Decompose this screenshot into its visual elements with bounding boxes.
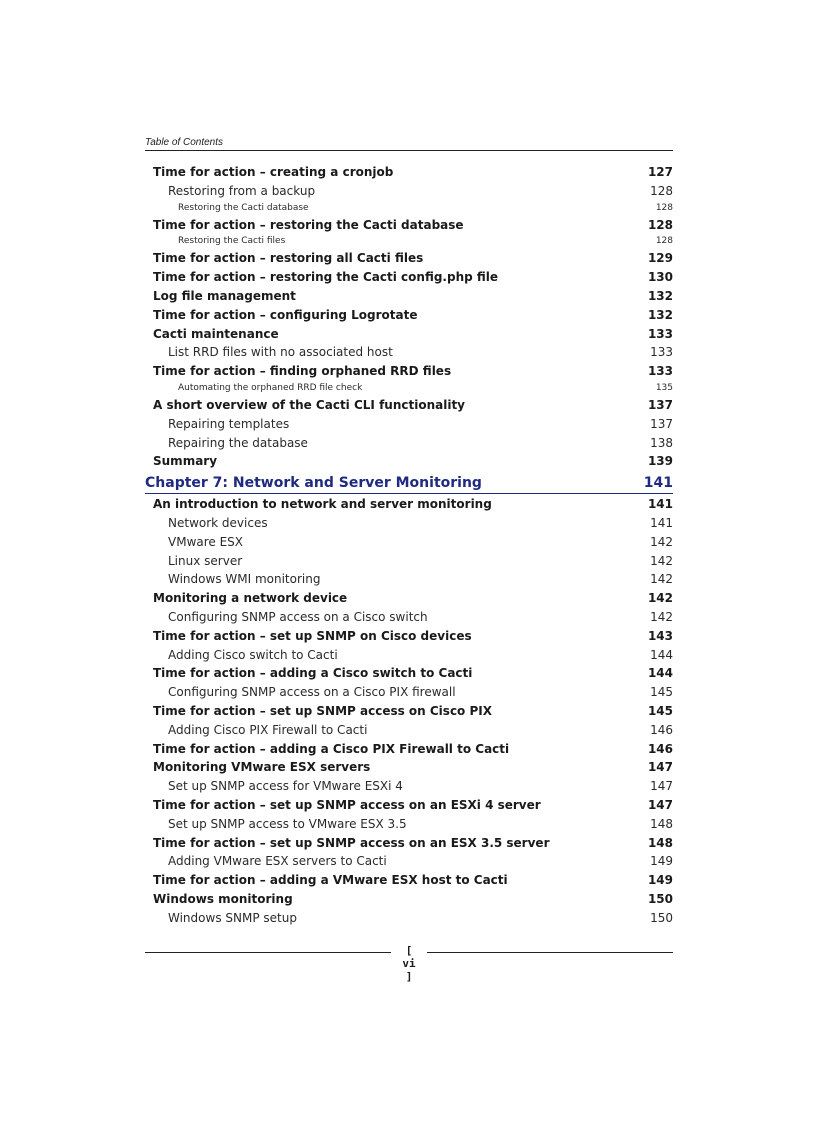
toc-entry[interactable]	[145, 552, 673, 571]
toc-entry-title: List RRD files with no associated host	[168, 345, 393, 360]
page-footer	[145, 944, 673, 983]
toc-entry-page: 129	[647, 251, 673, 266]
toc-entry[interactable]	[145, 608, 673, 627]
toc-entry-page: 143	[647, 628, 673, 643]
toc-entry[interactable]	[145, 740, 673, 759]
toc-entry-title: Time for action – restoring all Cacti files	[153, 251, 424, 266]
toc-entry[interactable]	[145, 249, 673, 268]
toc-entry-page: 146	[650, 722, 673, 737]
running-header: Table of Contents	[145, 137, 224, 148]
toc-entry-page: 128	[650, 183, 673, 198]
toc-entry-page: 145	[647, 703, 673, 718]
toc-entry-page: 141	[647, 497, 673, 512]
toc-entry-title: Set up SNMP access to VMware ESX 3.5	[168, 816, 407, 831]
toc-entry-page: 133	[647, 326, 673, 341]
toc-entry[interactable]	[145, 570, 673, 589]
toc-entry[interactable]	[145, 890, 673, 909]
toc-entry[interactable]	[145, 306, 673, 325]
toc-entry[interactable]	[145, 163, 673, 182]
toc-entry-title: Repairing the database	[168, 435, 308, 450]
toc-entry[interactable]	[145, 415, 673, 434]
toc-entry[interactable]	[145, 589, 673, 608]
toc-entry-page: 138	[650, 435, 673, 450]
toc-entry-title: Time for action – configuring Logrotate	[153, 307, 418, 322]
toc-entry[interactable]	[145, 362, 673, 381]
toc-entry-page: 133	[650, 345, 673, 360]
toc-entry-page: 146	[647, 741, 673, 756]
footer-rule-right	[427, 952, 673, 953]
toc-entry-page: 133	[647, 364, 673, 379]
toc-entry-page: 144	[647, 666, 673, 681]
toc-entry-title: Time for action – finding orphaned RRD files	[153, 364, 452, 379]
toc-entry-page: 132	[647, 288, 673, 303]
toc-entry-title: Windows monitoring	[153, 891, 293, 906]
toc-entry[interactable]	[145, 287, 673, 306]
toc-entry[interactable]	[145, 434, 673, 453]
toc-entry-page: 147	[647, 797, 673, 812]
toc-entry-title: Restoring the Cacti database	[178, 202, 309, 213]
toc-entry-title: Set up SNMP access for VMware ESXi 4	[168, 779, 403, 794]
toc-chapter-heading[interactable]	[145, 473, 673, 494]
toc-entry-title: Time for action – restoring the Cacti config.php file	[153, 270, 499, 285]
toc-entry[interactable]	[145, 664, 673, 683]
toc-entry-page: 128	[655, 202, 673, 213]
toc-entry[interactable]	[145, 325, 673, 344]
toc-entry[interactable]	[145, 216, 673, 235]
toc-entry-title: Time for action – set up SNMP access on an ESXi 4 server	[153, 797, 541, 812]
toc-entry-page: 150	[650, 910, 673, 925]
toc-entry-page: 145	[650, 685, 673, 700]
toc-entry-page: 148	[647, 835, 673, 850]
toc-entry[interactable]	[145, 343, 673, 362]
toc-entry[interactable]	[145, 702, 673, 721]
toc-entry-page: 128	[655, 236, 673, 247]
header-rule	[145, 150, 673, 151]
toc-entry[interactable]	[145, 909, 673, 928]
toc-entry-page: 142	[650, 553, 673, 568]
toc-entry-title: An introduction to network and server monitoring	[153, 497, 492, 512]
toc-entry-title: Time for action – adding a VMware ESX host to Cacti	[153, 873, 508, 888]
toc-entry[interactable]	[145, 796, 673, 815]
toc-entry[interactable]	[145, 871, 673, 890]
toc-entry-page: 147	[647, 760, 673, 775]
toc-entry-title: Time for action – adding a Cisco PIX Firewall to Cacti	[153, 741, 510, 756]
toc-entry-title: Time for action – adding a Cisco switch to Cacti	[153, 666, 473, 681]
toc-entry[interactable]	[145, 646, 673, 665]
toc-entry-page: 148	[650, 816, 673, 831]
toc-entry-title: Restoring from a backup	[168, 183, 316, 198]
toc-entry-page: 128	[647, 217, 673, 232]
toc-entry[interactable]	[145, 815, 673, 834]
table-of-contents	[145, 163, 673, 927]
toc-entry-title: Restoring the Cacti files	[178, 236, 286, 247]
toc-entry[interactable]	[145, 683, 673, 702]
footer-rule-left	[145, 952, 391, 953]
toc-entry[interactable]	[145, 533, 673, 552]
toc-entry-title: Automating the orphaned RRD file check	[178, 382, 363, 393]
toc-entry-title: Cacti maintenance	[153, 326, 279, 341]
toc-entry-page: 149	[647, 873, 673, 888]
toc-entry-title: Time for action – set up SNMP access on an ESX 3.5 server	[153, 835, 550, 850]
toc-entry-page: 137	[650, 416, 673, 431]
toc-entry[interactable]	[145, 182, 673, 201]
toc-entry-title: Monitoring a network device	[153, 591, 348, 606]
toc-entry-title: Adding Cisco PIX Firewall to Cacti	[168, 722, 368, 737]
toc-entry-title: VMware ESX	[168, 534, 244, 549]
toc-entry-page: 144	[650, 647, 673, 662]
toc-entry-page: 139	[647, 454, 673, 469]
toc-entry-title: Log file management	[153, 288, 296, 303]
toc-entry-title: Chapter 7: Network and Server Monitoring	[145, 475, 482, 492]
toc-entry-title: Adding Cisco switch to Cacti	[168, 647, 338, 662]
toc-entry-title: Configuring SNMP access on a Cisco switch	[168, 609, 428, 624]
toc-entry-title: Time for action – set up SNMP on Cisco devices	[153, 628, 472, 643]
toc-entry-page: 150	[647, 891, 673, 906]
toc-entry-title: Monitoring VMware ESX servers	[153, 760, 371, 775]
toc-entry[interactable]	[145, 495, 673, 514]
toc-entry[interactable]	[145, 777, 673, 796]
toc-entry-page: 135	[655, 382, 673, 393]
toc-entry-page: 132	[647, 307, 673, 322]
toc-entry-title: Repairing templates	[168, 416, 290, 431]
toc-entry-page: 142	[650, 609, 673, 624]
toc-entry-page: 142	[650, 572, 673, 587]
toc-entry-page: 141	[650, 515, 673, 530]
toc-entry[interactable]	[145, 452, 673, 471]
toc-entry[interactable]	[145, 201, 673, 216]
toc-entry-title: Windows SNMP setup	[168, 910, 297, 925]
toc-entry-page: 127	[647, 165, 673, 179]
toc-entry-title: Windows WMI monitoring	[168, 572, 321, 587]
toc-entry-page: 130	[647, 270, 673, 285]
toc-entry[interactable]	[145, 234, 673, 249]
toc-entry-title: Adding VMware ESX servers to Cacti	[168, 854, 387, 869]
toc-entry-page: 149	[650, 854, 673, 869]
toc-entry-title: Time for action – set up SNMP access on Cisco PIX	[153, 703, 492, 718]
toc-entry-page: 142	[647, 591, 673, 606]
page-number: [ vi ]	[402, 944, 416, 983]
toc-entry[interactable]	[145, 852, 673, 871]
toc-entry[interactable]	[145, 268, 673, 287]
toc-entry-title: Network devices	[168, 515, 268, 530]
toc-entry-title: Linux server	[168, 553, 243, 568]
toc-entry-page: 137	[647, 397, 673, 412]
toc-entry[interactable]	[145, 627, 673, 646]
toc-entry[interactable]	[145, 396, 673, 415]
toc-entry-page: 142	[650, 534, 673, 549]
toc-entry[interactable]	[145, 514, 673, 533]
toc-entry-title: Configuring SNMP access on a Cisco PIX firewall	[168, 685, 456, 700]
toc-entry[interactable]	[145, 758, 673, 777]
toc-entry-title: Time for action – restoring the Cacti database	[153, 217, 464, 232]
toc-entry[interactable]	[145, 381, 673, 396]
toc-entry-page: 147	[650, 779, 673, 794]
toc-entry-page: 141	[643, 475, 673, 492]
toc-entry-title: A short overview of the Cacti CLI functionality	[153, 397, 466, 412]
toc-entry[interactable]	[145, 834, 673, 853]
toc-entry-title: Time for action – creating a cronjob	[153, 165, 394, 179]
toc-entry-title: Summary	[153, 454, 218, 469]
toc-entry[interactable]	[145, 721, 673, 740]
